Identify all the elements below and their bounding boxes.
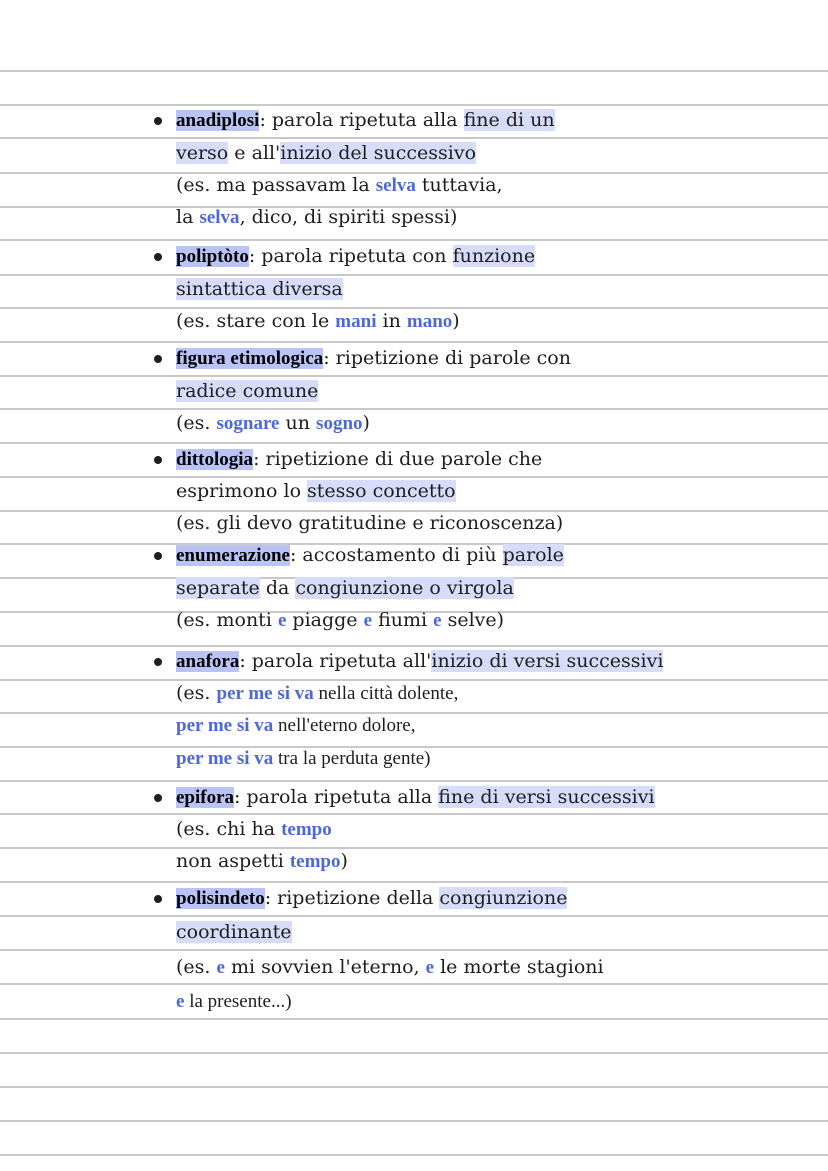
example-word: e bbox=[216, 957, 225, 978]
text-segment: : ripetizione di parole con bbox=[323, 347, 571, 369]
note-line bbox=[176, 576, 514, 600]
note-line bbox=[176, 205, 457, 229]
text-segment: tuttavia, bbox=[415, 174, 503, 196]
example-word: e bbox=[277, 610, 287, 631]
term-label: polisindeto bbox=[176, 888, 265, 909]
text-segment: (es. monti bbox=[176, 609, 278, 631]
term-label: anadiplosi bbox=[176, 110, 260, 131]
bullet-point bbox=[154, 658, 162, 666]
text-segment: : ripetizione di due parole che bbox=[253, 448, 543, 470]
text-segment: non aspetti bbox=[176, 850, 290, 872]
example-word: per me si va bbox=[176, 715, 274, 736]
term-label: dittologia bbox=[176, 449, 254, 470]
text-segment: : parola ripetuta all' bbox=[239, 650, 432, 672]
text-segment: le morte stagioni bbox=[434, 956, 604, 978]
note-line bbox=[176, 955, 604, 979]
text-segment: ) bbox=[340, 850, 348, 872]
text-segment: (es. bbox=[176, 682, 217, 704]
note-line bbox=[176, 713, 415, 737]
term-label: epifora bbox=[176, 787, 235, 808]
definition-line bbox=[176, 447, 542, 471]
note-line bbox=[176, 608, 504, 632]
text-segment: selve) bbox=[441, 609, 505, 631]
text-segment: : ripetizione della bbox=[264, 887, 440, 909]
text-segment: : parola ripetuta con bbox=[248, 245, 453, 267]
term-label: anafora bbox=[176, 651, 240, 672]
example-word: sognare bbox=[216, 413, 280, 434]
example-word: e bbox=[176, 991, 185, 1012]
text-segment: (es. gli devo gratitudine e riconoscenza) bbox=[176, 512, 564, 534]
example-word: selva bbox=[375, 175, 416, 196]
text-segment: in bbox=[376, 310, 407, 332]
definition-line bbox=[176, 346, 571, 370]
text-segment: piagge bbox=[286, 609, 364, 631]
example-word: sogno bbox=[316, 413, 363, 434]
term-label: poliptòto bbox=[176, 246, 249, 267]
note-line bbox=[176, 511, 563, 535]
text-segment: : parola ripetuta alla bbox=[234, 786, 439, 808]
highlighted-text: sintattica diversa bbox=[176, 278, 343, 300]
highlighted-text: parole bbox=[502, 544, 564, 566]
text-segment: (es. bbox=[176, 956, 217, 978]
example-word: tempo bbox=[281, 819, 332, 840]
bullet-point bbox=[154, 895, 162, 903]
bullet-point bbox=[154, 355, 162, 363]
note-line bbox=[176, 746, 430, 770]
definition-line bbox=[176, 543, 564, 567]
definition-line bbox=[176, 785, 655, 809]
highlighted-text: verso bbox=[176, 142, 229, 164]
note-line bbox=[176, 141, 476, 165]
text-segment: e all' bbox=[228, 142, 281, 164]
text-segment: : parola ripetuta alla bbox=[259, 109, 464, 131]
note-line bbox=[176, 173, 503, 197]
term-label: enumerazione bbox=[176, 545, 290, 566]
highlighted-text: congiunzione o virgola bbox=[295, 577, 514, 599]
note-line bbox=[176, 479, 456, 503]
highlighted-text: inizio di versi successivi bbox=[431, 650, 664, 672]
text-segment: ) bbox=[362, 412, 370, 434]
text-segment: nella città dolente, bbox=[313, 683, 459, 704]
highlighted-text: funzione bbox=[452, 245, 536, 267]
highlighted-text: congiunzione bbox=[439, 887, 568, 909]
note-line bbox=[176, 411, 370, 435]
text-segment: : accostamento di più bbox=[289, 544, 503, 566]
example-word: e bbox=[363, 610, 373, 631]
note-line bbox=[176, 379, 318, 403]
example-word: e bbox=[425, 957, 435, 978]
note-line bbox=[176, 920, 292, 944]
text-segment: un bbox=[279, 412, 317, 434]
bullet-point bbox=[154, 117, 162, 125]
highlighted-text: coordinante bbox=[176, 921, 292, 943]
highlighted-text: fine di un bbox=[463, 109, 555, 131]
note-line bbox=[176, 309, 460, 333]
text-segment: esprimono lo bbox=[176, 480, 308, 502]
definition-line bbox=[176, 886, 567, 910]
text-segment: , dico, di spiriti spessi) bbox=[239, 206, 458, 228]
text-segment: la bbox=[176, 206, 200, 228]
example-word: per me si va bbox=[216, 683, 314, 704]
definition-line bbox=[176, 244, 535, 268]
text-segment: (es. stare con le bbox=[176, 310, 336, 332]
text-segment: la presente...) bbox=[184, 991, 292, 1012]
text-segment: (es. chi ha bbox=[176, 818, 282, 840]
definition-line bbox=[176, 649, 663, 673]
text-segment: ) bbox=[452, 310, 460, 332]
highlighted-text: radice comune bbox=[176, 380, 319, 402]
note-line bbox=[176, 989, 292, 1013]
example-word: tempo bbox=[289, 851, 341, 872]
text-segment: fiumi bbox=[372, 609, 434, 631]
text-segment: da bbox=[259, 577, 296, 599]
note-line bbox=[176, 849, 348, 873]
definition-line bbox=[176, 108, 555, 132]
example-word: e bbox=[433, 610, 442, 631]
example-word: mano bbox=[406, 311, 453, 332]
term-label: figura etimologica bbox=[176, 348, 324, 369]
example-word: per me si va bbox=[176, 748, 274, 769]
bullet-point bbox=[154, 456, 162, 464]
highlighted-text: separate bbox=[176, 577, 260, 599]
text-segment: nell'eterno dolore, bbox=[273, 715, 416, 736]
example-word: selva bbox=[199, 207, 240, 228]
highlighted-text: stesso concetto bbox=[307, 480, 456, 502]
bullet-point bbox=[154, 253, 162, 261]
highlighted-text: inizio del successivo bbox=[280, 142, 477, 164]
note-line bbox=[176, 817, 332, 841]
text-segment: (es. bbox=[176, 412, 217, 434]
text-segment: tra la perduta gente) bbox=[273, 748, 431, 769]
text-segment: (es. ma passavam la bbox=[176, 174, 376, 196]
note-line bbox=[176, 681, 458, 705]
example-word: mani bbox=[335, 311, 377, 332]
highlighted-text: fine di versi successivi bbox=[438, 786, 655, 808]
bullet-point bbox=[154, 794, 162, 802]
note-line bbox=[176, 277, 343, 301]
bullet-point bbox=[154, 552, 162, 560]
text-segment: mi sovvien l'eterno, bbox=[224, 956, 426, 978]
